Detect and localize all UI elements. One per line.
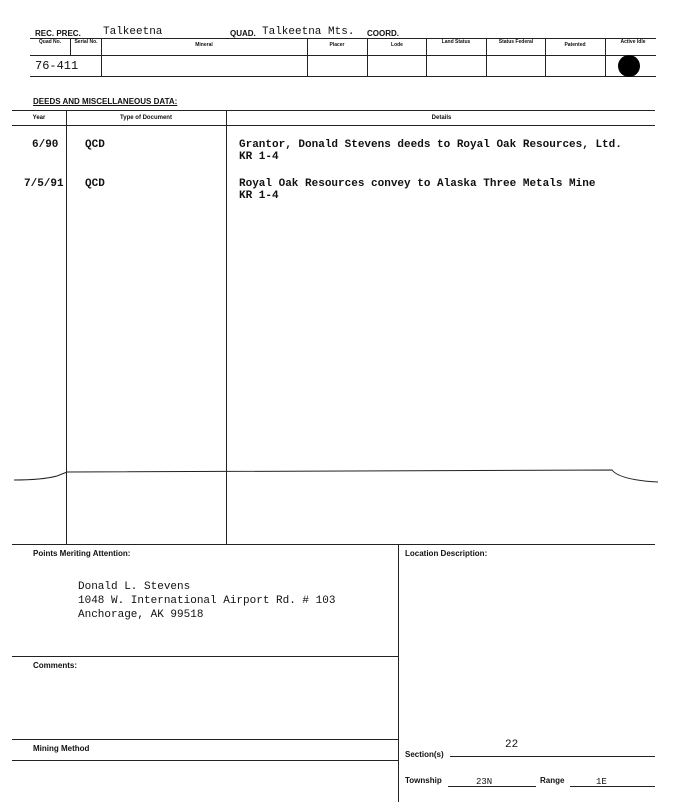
col-divider: [605, 38, 606, 76]
deeds-top-rule: [12, 110, 655, 111]
section-label: Section(s): [405, 750, 444, 759]
header-mid-rule: [30, 55, 656, 56]
township-value[interactable]: 23N: [476, 777, 493, 787]
col-status-federal: Status Federal: [498, 39, 534, 45]
comments-rule: [12, 656, 398, 657]
col-divider: [367, 38, 368, 76]
deed-row-2-details-1: Royal Oak Resources convey to Alaska Three Metals Mine: [239, 178, 596, 190]
header-bottom-rule: [30, 76, 656, 77]
quad-no-value[interactable]: 76-411: [35, 59, 79, 73]
fold-line: [12, 466, 658, 490]
col-divider: [486, 38, 487, 76]
township-underline: [448, 786, 536, 787]
col-divider: [307, 38, 308, 76]
section-value[interactable]: 22: [505, 739, 519, 751]
points-line-3: Anchorage, AK 99518: [78, 609, 204, 621]
active-idle-mark: [618, 55, 640, 77]
col-type-of-document: Type of Document: [120, 115, 172, 121]
bottom-center-divider: [398, 544, 399, 802]
points-label: Points Meriting Attention:: [33, 549, 131, 558]
deed-row-2-year: 7/5/91: [24, 178, 64, 190]
col-lode: Lode: [391, 42, 403, 48]
col-serial-no: Serial No.: [74, 39, 98, 45]
deed-row-1-type: QCD: [85, 139, 105, 151]
rec-prec-label: REC. PREC.: [35, 29, 81, 38]
range-value[interactable]: 1E: [596, 777, 607, 787]
points-line-1: Donald L. Stevens: [78, 581, 191, 593]
col-land-status: Land Status: [441, 39, 471, 45]
deed-row-1-year: 6/90: [32, 139, 59, 151]
mining-method-label: Mining Method: [33, 744, 90, 753]
col-divider: [545, 38, 546, 76]
deed-row-1-details-2: KR 1-4: [239, 151, 279, 163]
col-divider: [70, 38, 71, 56]
deeds-bottom-rule: [12, 544, 655, 545]
quad-label: QUAD.: [230, 29, 256, 38]
deeds-section-title: DEEDS AND MISCELLANEOUS DATA:: [33, 97, 178, 106]
col-mineral: Mineral: [195, 42, 213, 48]
range-underline: [570, 786, 655, 787]
township-label: Township: [405, 776, 442, 785]
col-divider: [101, 38, 102, 76]
range-label: Range: [540, 776, 565, 785]
coord-label: COORD.: [367, 29, 399, 38]
quad-value[interactable]: Talkeetna Mts.: [262, 26, 355, 38]
mining-method-underline: [12, 760, 398, 761]
col-details: Details: [431, 115, 452, 121]
points-line-2: 1048 W. International Airport Rd. # 103: [78, 595, 336, 607]
rec-prec-value[interactable]: Talkeetna: [103, 26, 163, 38]
location-label: Location Description:: [405, 549, 488, 558]
deed-row-1-details-1: Grantor, Donald Stevens deeds to Royal Oak Resources, Ltd.: [239, 139, 622, 151]
deed-row-2-details-2: KR 1-4: [239, 190, 279, 202]
deeds-header-rule: [12, 125, 655, 126]
col-year: Year: [32, 115, 46, 121]
section-underline: [450, 756, 655, 757]
comments-label: Comments:: [33, 661, 78, 670]
col-patented: Patented: [564, 42, 586, 48]
col-placer: Placer: [329, 42, 345, 48]
header-top-rule: [30, 38, 656, 39]
col-active-idle: Active Idle: [620, 39, 646, 45]
col-divider: [426, 38, 427, 76]
mining-method-rule: [12, 739, 398, 740]
col-quad-no: Quad No.: [38, 39, 62, 45]
deed-row-2-type: QCD: [85, 178, 105, 190]
